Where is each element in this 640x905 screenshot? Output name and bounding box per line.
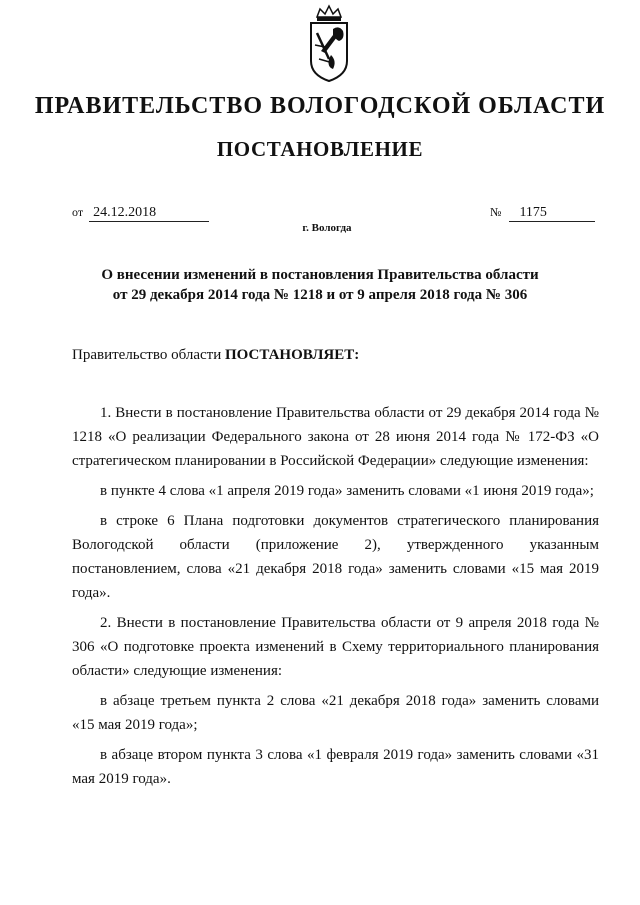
subject-line-2: от 29 декабря 2014 года № 1218 и от 9 апреля 2018 года № 306 bbox=[112, 287, 528, 303]
number-value: 1175 bbox=[509, 205, 595, 222]
government-title: ПРАВИТЕЛЬСТВО ВОЛОГОДСКОЙ ОБЛАСТИ bbox=[34, 93, 606, 119]
document-type: ПОСТАНОВЛЕНИЕ bbox=[216, 137, 424, 161]
paragraph-1: 1. Внести в постановление Правительства области от 29 декабря 2014 года № 1218 «О реализации Федерального закона от 28 июня 2014 года № 172-ФЗ «О стратегическом планировании в Российской Федерации» следующие изменения: bbox=[72, 405, 599, 469]
paragraph-3: в строке 6 Плана подготовки документов стратегического планирования Вологодской области (приложение 2), утвержденного указанным постановлением, слова «21 декабря 2018 года» заменить словами «15 мая 2019 года». bbox=[72, 513, 599, 601]
coat-of-arms-icon bbox=[303, 3, 355, 83]
number-prefix: № bbox=[490, 205, 502, 219]
paragraph-5: в абзаце третьем пункта 2 слова «21 декабря 2018 года» заменить словами «15 мая 2019 года»; bbox=[72, 693, 599, 733]
city-label: г. Вологда bbox=[302, 222, 352, 234]
date-field bbox=[72, 204, 209, 222]
date-prefix: от bbox=[72, 205, 84, 219]
preamble-decree-word: ПОСТАНОВЛЯЕТ: bbox=[224, 347, 360, 363]
subject-line-1: О внесении изменений в постановления Правительства области bbox=[101, 267, 539, 283]
date-value: 24.12.2018 bbox=[89, 205, 209, 222]
paragraph-4: 2. Внести в постановление Правительства области от 9 апреля 2018 года № 306 «О подготовке проекта изменений в Схему территориального планирования области» следующие изменения: bbox=[72, 615, 599, 679]
preamble bbox=[72, 347, 359, 364]
document-subject bbox=[0, 265, 640, 305]
number-field bbox=[490, 204, 595, 222]
paragraph-6: в абзаце втором пункта 3 слова «1 февраля 2019 года» заменить словами «31 мая 2019 года». bbox=[72, 747, 599, 787]
document-body bbox=[72, 401, 599, 797]
preamble-text: Правительство области bbox=[72, 347, 225, 363]
paragraph-2: в пункте 4 слова «1 апреля 2019 года» заменить словами «1 июня 2019 года»; bbox=[100, 483, 594, 499]
